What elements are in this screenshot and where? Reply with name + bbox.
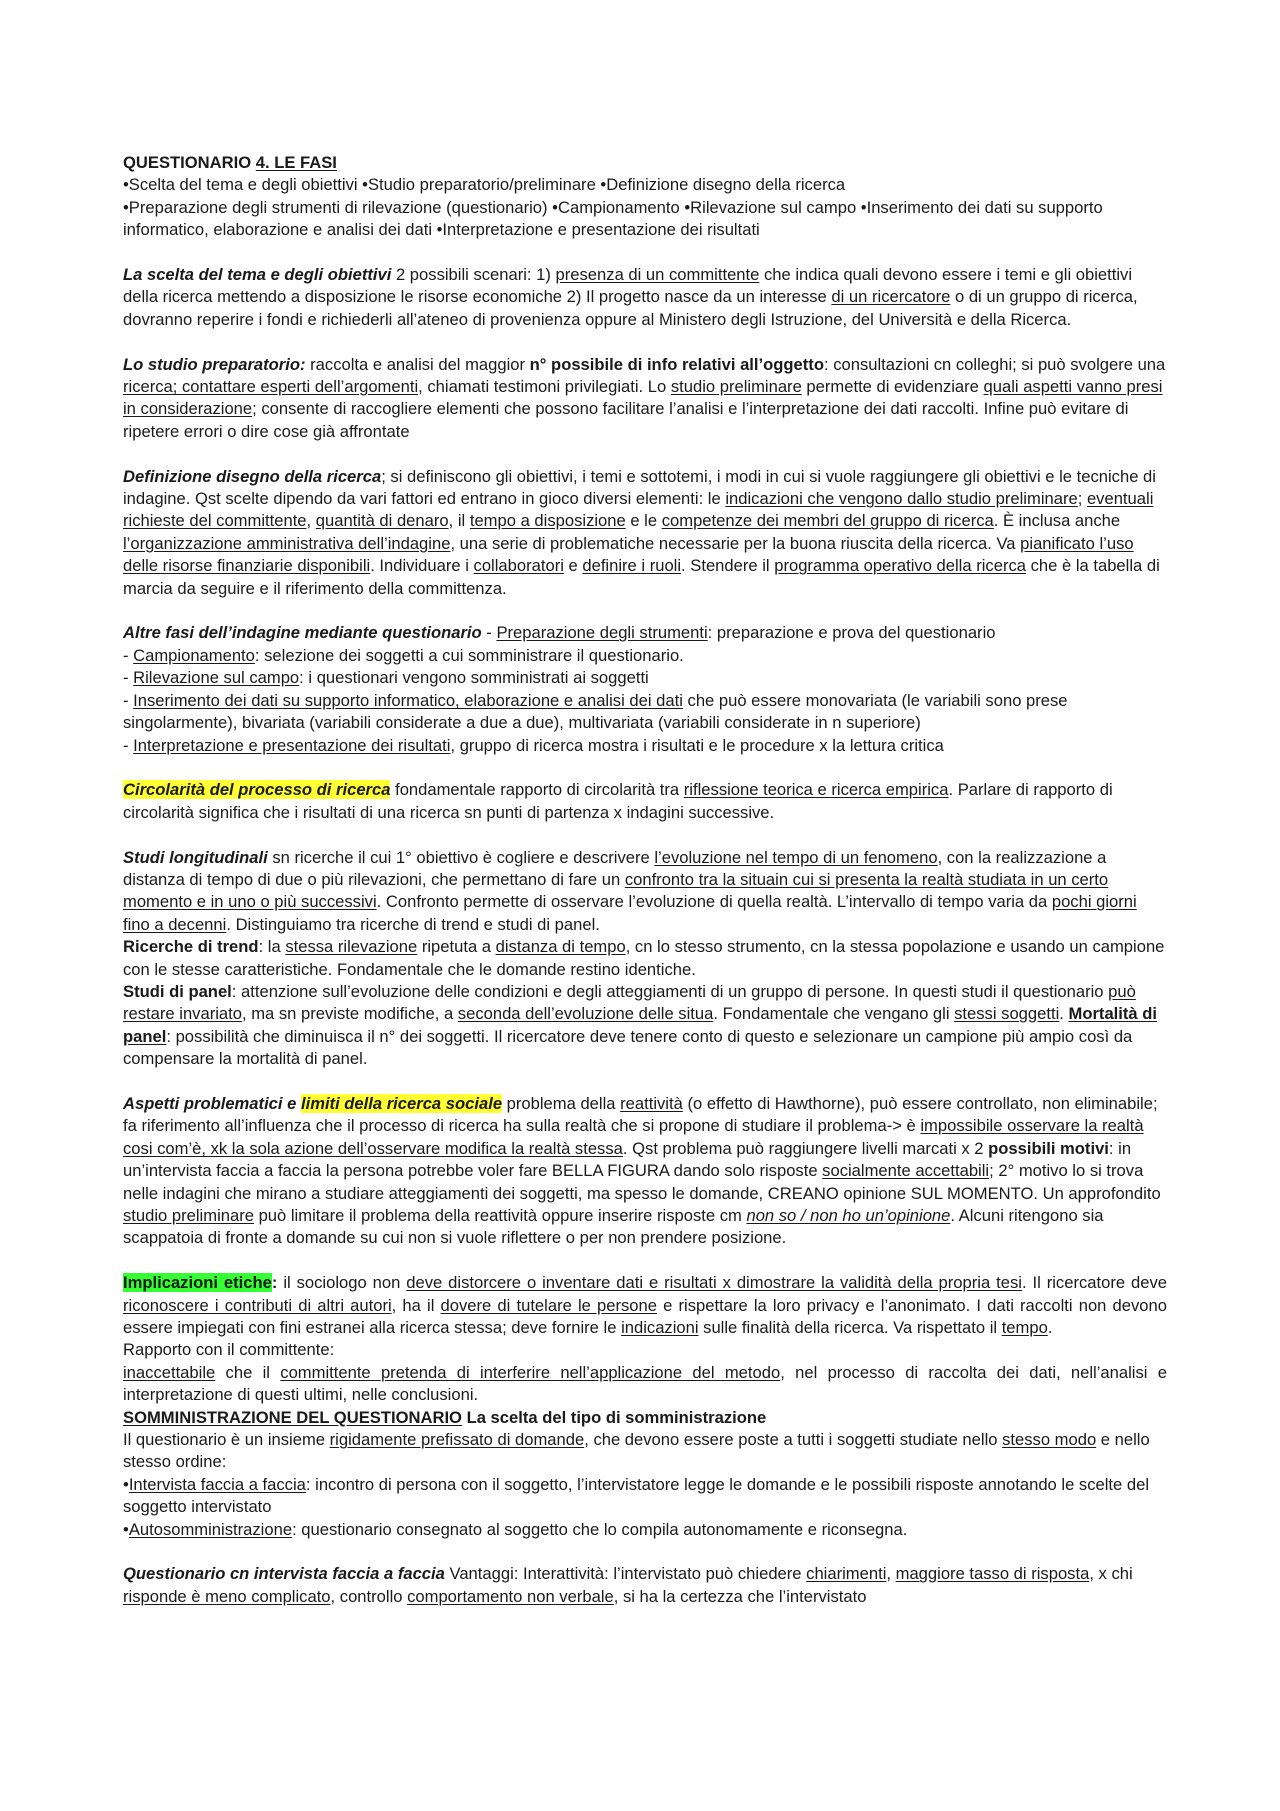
term-mortalita: Mortalità di panel <box>123 1004 1158 1046</box>
document-page <box>123 152 1167 1608</box>
section-longitudinali: Studi longitudinali sn ricerche il cui 1° obiettivo è cogliere e descrivere l’evoluzione nel tempo di un fenomeno, con la realizzazione a distanza di tempo di due o più rilevazioni, che permettano di fare un confronto tra la situain cui si presenta la realtà studiata in un certo momento e in uno o più successivi. Confronto permette di osservare l’evoluzione di quella realtà. L’intervallo di tempo varia da pochi giorni fino a decenni. Distinguiamo tra ricerche di trend e studi di panel. Ricerche di trend: la stessa rilevazione ripetuta a distanza di tempo, cn lo stesso strumento, cn la stessa popolazione e usando un campione con le stesse caratteristiche. Fondamentale che le domande restino identiche. Studi di panel: attenzione sull’evoluzione delle condizioni e degli atteggiamenti di un gruppo di persone. In questi studi il questionario può restare invariato, ma sn previste modifiche, a seconda dell’evoluzione delle situa. Fondamentale che vengano gli stessi soggetti. Mortalità di panel: possibilità che diminuisca il n° dei soggetti. Il ricercatore deve tenere conto di questo e selezionare un campione più ampio così da compensare la mortalità di panel. <box>123 847 1165 1069</box>
section-disegno: Definizione disegno della ricerca; si definiscono gli obiettivi, i temi e sottotemi, i modi in cui si vuole raggiungere gli obiettivi e le tecniche di indagine. Qst scelte dipendo da vari fattori ed entrano in gioco diversi elementi: le indicazioni che vengono dallo studio preliminare; eventuali richieste del committente, quantità di denaro, il tempo a disposizione e le competenze dei membri del gruppo di ricerca. È inclusa anche l’organizzazione amministrativa dell’indagine, una serie di problematiche necessarie per la buona riuscita della ricerca. Va pianificato l’uso delle risorse finanziarie disponibili. Individuare i collaboratori e definire i ruoli. Stendere il programma operativo della ricerca che è la tabella di marcia da seguire e il riferimento della committenza. <box>123 466 1160 598</box>
section-altre-fasi: Altre fasi dell’indagine mediante questionario - Preparazione degli strumenti: preparazione e prova del questionario - Campionamento: selezione dei soggetti a cui somministrare il questionario. - Rilevazione sul campo: i questionari vengono somministrati ai soggetti - Inserimento dei dati su supporto informatico, elaborazione e analisi dei dati che può essere monovariata (le variabili sono prese singolarmente), bivariata (variabili considerate a due a due), multivariata (variabili considerate in n superiore) - Interpretazione e presentazione dei risultati, gruppo di ricerca mostra i risultati e le procedure x la lettura critica <box>123 623 1068 755</box>
rapporto-committente-label: Rapporto con il committente: <box>123 1340 335 1360</box>
doc-title: QUESTIONARIO 4. LE FASI <box>123 153 337 172</box>
phases-line-1: •Scelta del tema e degli obiettivi •Studio preparatorio/preliminare •Definizione disegno della ricerca <box>123 175 846 195</box>
section-heading-highlighted: Circolarità del processo di ricerca <box>123 780 391 800</box>
section-somministrazione: SOMMINISTRAZIONE DEL QUESTIONARIO La scelta del tipo di somministrazione Il questionario è un insieme rigidamente prefissato di domande, che devono essere poste a tutti i soggetti studiate nello stesso modo e nello stesso ordine: •Intervista faccia a faccia: incontro di persona con il soggetto, l’intervistatore legge le domande e le possibili risposte annotando le scelte del soggetto intervistato •Autosomministrazione: questionario consegnato al soggetto che lo compila autonomamente e riconsegna. <box>123 1407 1150 1539</box>
section-heading-highlighted: Implicazioni etiche <box>123 1273 272 1293</box>
subheading-trend: Ricerche di trend <box>123 937 259 957</box>
section-heading: Altre fasi dell’indagine mediante questionario <box>123 623 482 643</box>
section-studio: Lo studio preparatorio: raccolta e analisi del maggior n° possibile di info relativi all’oggetto: consultazioni cn colleghi; si può svolgere una ricerca; contattare esperti dell’argomenti, chiamati testimoni privilegiati. Lo studio preliminare permette di evidenziare quali aspetti vanno presi in considerazione; consente di raccogliere elementi che possono facilitare l’analisi e l’interpretazione dei dati raccolti. Infine può evitare di ripetere errori o dire cose già affrontate <box>123 354 1166 441</box>
section-heading: Lo studio preparatorio: <box>123 354 306 374</box>
section-heading: Definizione disegno della ricerca <box>123 466 382 486</box>
phases-line-2: •Preparazione degli strumenti di rilevazione (questionario) •Campionamento •Rilevazione sul campo •Inserimento dei dati su supporto informatico, elaborazione e analisi dei dati •Interpretazione e presentazione dei risultati <box>123 197 1103 240</box>
section-fasi <box>123 152 1167 242</box>
subheading-panel: Studi di panel <box>123 981 232 1001</box>
section-heading: Studi longitudinali <box>123 847 268 867</box>
section-heading: La scelta del tema e degli obiettivi <box>123 265 392 285</box>
section-heading: Questionario cn intervista faccia a faccia <box>123 1564 445 1584</box>
section-circolarita: Circolarità del processo di ricerca fondamentale rapporto di circolarità tra riflessione teorica e ricerca empirica. Parlare di rapporto di circolarità significa che i risultati di una ricerca sn punti di partenza x indagini successive. <box>123 780 1113 822</box>
rapporto-committente-text: inaccettabile che il committente pretenda di interferire nell’applicazione del metodo, nel processo di raccolta dei dati, nell’analisi e interpretazione di questi ultimi, nelle conclusioni. <box>123 1362 1167 1405</box>
section-faccia-a-faccia: Questionario cn intervista faccia a faccia Vantaggi: Interattività: l’intervistato può chiedere chiarimenti, maggiore tasso di risposta, x chi risponde è meno complicato, controllo comportamento non verbale, si ha la certezza che l’intervistato <box>123 1564 1133 1606</box>
section-heading: Aspetti problematici e limiti della ricerca sociale <box>123 1093 503 1113</box>
section-aspetti: Aspetti problematici e limiti della ricerca sociale problema della reattività (o effetto di Hawthorne), può essere controllato, non eliminabile; fa riferimento all’influenza che il processo di ricerca ha sulla realtà che si propone di studiare il problema-> è impossibile osservare la realtà cosi com’è, xk la sola azione dell’osservare modifica la realtà stessa. Qst problema può raggiungere livelli marcati x 2 possibili motivi: in un’intervista faccia a faccia la persona potrebbe voler fare BELLA FIGURA dando solo risposte socialmente accettabili; 2° motivo lo si trova nelle indagini che mirano a studiare atteggiamenti dei soggetti, ma spesso le domande, CREANO opinione SUL MOMENTO. Un approfondito studio preliminare può limitare il problema della reattività oppure inserire risposte cm non so / non ho un’opinione. Alcuni ritengono sia scappatoia di fronte a domande su cui non si vuole riflettere o per non prendere posizione. <box>123 1093 1161 1248</box>
section-tema: La scelta del tema e degli obiettivi 2 possibili scenari: 1) presenza di un committente che indica quali devono essere i temi e gli obiettivi della ricerca mettendo a disposizione le risorse economiche 2) Il progetto nasce da un interesse di un ricercatore o di un gruppo di ricerca, dovranno reperire i fondi e richiederli all’ateneo di provenienza oppure al Ministero degli Istruzione, del Università e della Ricerca. <box>123 265 1138 329</box>
section-heading-caps: SOMMINISTRAZIONE DEL QUESTIONARIO <box>123 1407 462 1427</box>
section-etiche: Implicazioni etiche: il sociologo non deve distorcere o inventare dati e risultati x dimostrare la validità della propria tesi. Il ricercatore deve riconoscere i contributi di altri autori, ha il dovere di tutelare le persone e rispettare la loro privacy e l’anonimato. I dati raccolti non devono essere impiegati con fini estranei alla ricerca stessa; deve fornire le indicazioni sulle finalità della ricerca. Va rispettato il tempo. <box>123 1273 1167 1337</box>
